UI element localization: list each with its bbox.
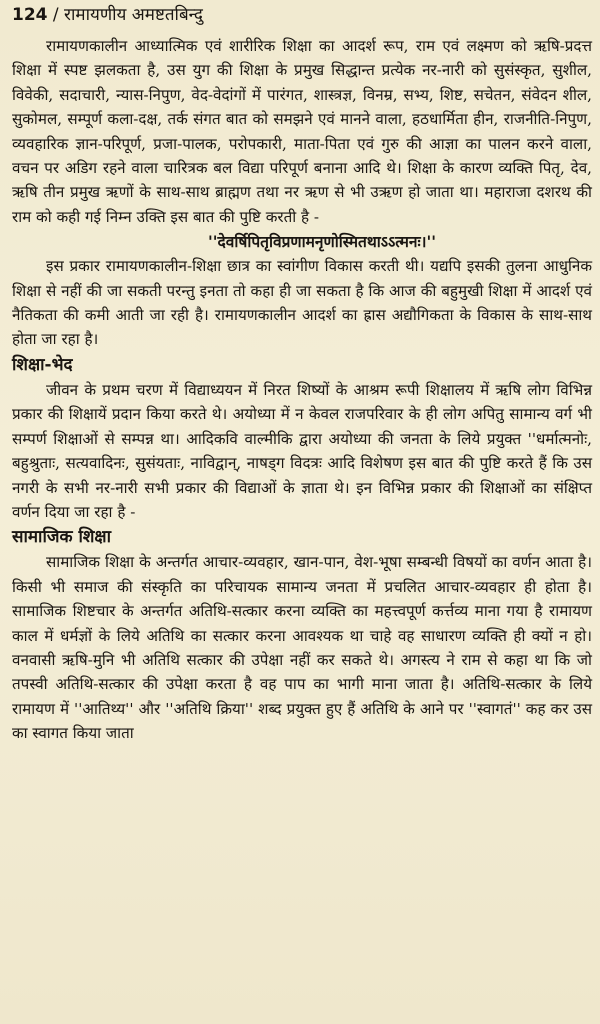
paragraph-holistic-development: इस प्रकार रामायणकालीन-शिक्षा छात्र का स्वांगीण विकास करती थी। यद्यपि इसकी तुलना आधुनिक शिक्षा से नहीं की जा सकती परन्तु इनता तो कहा ही जा सकता है कि आज की बहुमुखी शिक्षा में आदर्श एवं नैतिकता की कमी आती जा रही है। रामायणकालीन आदर्श का ह्रास अद्यौगिकता के विकास के साथ-साथ होता जा रहा है।: [12, 257, 592, 349]
header-separator: /: [47, 5, 65, 25]
sanskrit-verse: ''देवर्षिपितृविप्रणामनृणोस्मितथाऽऽत्मनः।'': [208, 232, 436, 252]
page-number: 124: [12, 5, 48, 25]
paragraph-social-education: सामाजिक शिक्षा के अन्तर्गत आचार-व्यवहार, खान-पान, वेश-भूषा सम्बन्धी विषयों का वर्णन आता है। किसी भी समाज की संस्कृति का परिचायक सामान्य जनता में प्रचलित आचार-व्यवहार ही होता है। सामाजिक शिष्टचार के अन्तर्गत अतिथि-सत्कार करना व्यक्ति का महत्त्वपूर्ण कर्त्तव्य माना गया है रामायण काल में धर्मज्ञों के लिये अतिथि का सत्कार करना आवश्यक था चाहे वह साधारण व्यक्ति ही क्यों न हो। वनवासी ऋषि-मुनि भी अतिथि सत्कार की उपेक्षा नहीं कर सकते थे। अगस्त्य ने राम से कहा था कि जो तपस्वी अतिथि-सत्कार की उपेक्षा करता है वह पाप का भागी माना जाता है। अतिथि-सत्कार के लिये रामायण में ''आतिथ्य'' और ''अतिथि क्रिया'' शब्द प्रयुक्त हुए हैं अतिथि के आने पर ''स्वागतं'' कह कर उस का स्वागत किया जाता: [12, 553, 592, 743]
paragraph-education-ideals: रामायणकालीन आध्यात्मिक एवं शारीरिक शिक्षा का आदर्श रूप, राम एवं लक्ष्मण को ऋषि-प्रदत्त शिक्षा में स्पष्ट झलकता है, उस युग की शिक्षा के प्रमुख सिद्धान्त प्रत्येक नर-नारी को सुसंस्कृत, सुशील, विवेकी, सदाचारी, न्यास-निपुण, वेद-वेदांगों में पारंगत, शास्त्रज्ञ, विनम्र, सभ्य, शिष्ट, सचेतन, संवेदन शील, सुकोमल, सम्पूर्ण कला-दक्ष, तर्क संगत बात को समझने एवं मानने वाला, हठधार्मिता हीन, राजनीति-निपुण, व्यवहारिक ज्ञान-परिपूर्ण, प्रजा-पालक, परोपकारी, माता-पिता एवं गुरु की आज्ञा का पालन करने वाला, वचन पर अडिग रहने वाला चारित्रक बल विद्या परिपूर्ण बनाना आदि थे। शिक्षा के कारण व्यक्ति पितृ, देव, ऋषि तीन प्रमुख ऋणों के साथ-साथ ब्राह्मण तथा नर ऋण से भी उऋण हो जाता था। महाराजा दशरथ की राम को कही गई निम्न उक्ति इस बात की पुष्टि करती है -: [12, 37, 592, 226]
section-heading-education-types: शिक्षा-भेद: [12, 354, 73, 375]
paragraph-ashram-education: जीवन के प्रथम चरण में विद्याध्ययन में निरत शिष्यों के आश्रम रूपी शिक्षालय में ऋषि लोग विभिन्न प्रकार की शिक्षायें प्रदान किया करते थे। अयोध्या में न केवल राजपरिवार के ही लोग अपितु सामान्य वर्ग भी सम्पर्ण शिक्षाओं से सम्पन्न था। आदिकवि वाल्मीकि द्वारा अयोध्या की जनता के लिये प्रयुक्त ''धर्मात्मनोः, बहुश्रुताः, सत्यवादिनः, सुसंयताः, नाविद्वान्, नाषड्ग विदत्रः आदि विशेषण इस बात की पुष्टि करते हैं कि उस नगरी के सभी नर-नारी सभी प्रकार की विद्याओं के ज्ञाता थे। इन विभिन्न प्रकार की शिक्षाओं का संक्षिप्त वर्णन दिया जा रहा है -: [12, 380, 592, 521]
running-header: [12, 2, 592, 28]
section-heading-social-education: सामाजिक शिक्षा: [12, 527, 112, 548]
book-title: रामायणीय अमष्टतबिन्दु: [64, 5, 203, 25]
